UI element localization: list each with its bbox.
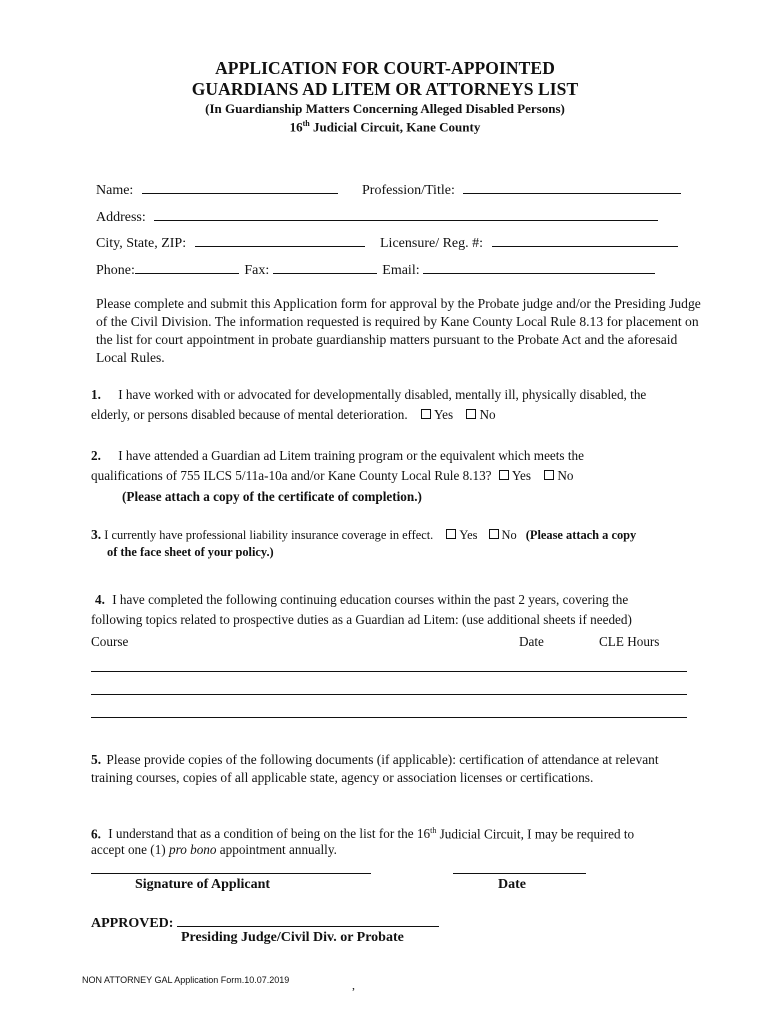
question-3-yes-label: Yes (459, 528, 478, 542)
phone-label: Phone: (96, 263, 135, 278)
question-2-no-checkbox[interactable] (544, 470, 554, 480)
circuit-text: Judicial Circuit, Kane County (309, 119, 481, 135)
profession-field[interactable] (463, 179, 681, 194)
column-date-header: Date (519, 634, 544, 649)
email-field[interactable] (423, 259, 655, 274)
question-2-yes-checkbox[interactable] (499, 470, 509, 480)
city-state-zip-field[interactable] (195, 232, 365, 247)
address-row (96, 206, 658, 226)
column-cle-hours-header: CLE Hours (599, 634, 660, 649)
question-6-text-b: Judicial Circuit, I may be required to (436, 826, 635, 842)
judge-label: Presiding Judge/Civil Div. or Probate (181, 930, 404, 945)
question-5-text: Please provide copies of the following documents (if applicable): certification of attendance at relevant training courses, copies of all applicable state, agency or association licenses or certifications. (91, 752, 659, 785)
question-2-no-label: No (557, 468, 574, 483)
circuit-sup: th (302, 119, 310, 128)
signature-label: Signature of Applicant (135, 877, 271, 892)
name-field[interactable] (142, 179, 338, 194)
question-1-line-1 (91, 385, 646, 405)
question-4-text-b: following topics related to prospective duties as a Guardian ad Litem: (use additional sheets if needed) (91, 612, 632, 627)
question-3-yes-checkbox[interactable] (446, 529, 456, 539)
phone-field[interactable] (135, 259, 239, 274)
course-entry-line-2[interactable] (91, 694, 687, 695)
course-entry-line-1[interactable] (91, 671, 687, 672)
question-5 (91, 751, 691, 787)
question-6-pro-bono: pro bono (168, 842, 217, 857)
circuit-line (0, 119, 770, 135)
question-3-note-b: of the face sheet of your policy.) (107, 545, 274, 559)
fax-label: Fax: (244, 263, 270, 278)
question-1-number: 1. (91, 387, 101, 402)
question-3-no-checkbox[interactable] (489, 529, 499, 539)
question-3-no-label: No (501, 528, 517, 542)
date-line[interactable] (453, 873, 586, 874)
form-id-footer: NON ATTORNEY GAL Application Form.10.07.2019 (82, 975, 290, 985)
question-2-number: 2. (91, 448, 101, 463)
question-6-line-2 (91, 840, 337, 860)
question-4-text-a: I have completed the following continuing education courses within the past 2 years, covering the (112, 592, 629, 607)
approval-signature-line[interactable] (177, 912, 439, 927)
circuit-number: 16 (289, 119, 303, 135)
approved-row (91, 912, 439, 932)
question-6-text-d: appointment annually. (216, 842, 337, 857)
intro-paragraph: Please complete and submit this Application form for approval by the Probate judge and/or the Presiding Judge of the Civil Division. The information requested is required by Kane County Local Rule 8.13 for placement on the list for court appointment in probate guardianship matters pursuant to the Probate Act and the aforesaid Local Rules. (96, 296, 701, 365)
question-1-text-a: I have worked with or advocated for developmentally disabled, mentally ill, physically disabled, the (118, 387, 647, 402)
form-title-line-2: GUARDIANS AD LITEM OR ATTORNEYS LIST (191, 79, 579, 99)
signature-line[interactable] (91, 873, 371, 874)
question-6-number: 6. (91, 826, 101, 842)
footer-mark: , (352, 978, 355, 992)
question-2-line-1 (91, 446, 584, 466)
form-title-line-1: APPLICATION FOR COURT-APPOINTED (215, 58, 555, 78)
contact-row (96, 259, 655, 279)
name-label: Name: (96, 183, 134, 198)
address-label: Address: (96, 210, 146, 225)
question-3-number: 3. (91, 527, 102, 542)
question-4-line-1 (95, 590, 628, 610)
profession-label: Profession/Title: (362, 183, 455, 198)
column-course-header: Course (91, 634, 129, 649)
question-2-line-2 (91, 466, 573, 486)
question-4-number: 4. (95, 592, 105, 607)
address-field[interactable] (154, 206, 658, 221)
license-row (380, 232, 678, 252)
question-1-yes-label: Yes (433, 407, 454, 422)
name-row (96, 179, 338, 199)
question-1-no-label: No (479, 407, 496, 422)
question-1-no-checkbox[interactable] (466, 409, 476, 419)
fax-field[interactable] (273, 259, 377, 274)
city-label: City, State, ZIP: (96, 236, 187, 251)
license-field[interactable] (492, 232, 678, 247)
question-2-yes-label: Yes (511, 468, 532, 483)
question-3-line-1 (91, 526, 636, 544)
question-1-text-b: elderly, or persons disabled because of mental deterioration. (91, 407, 408, 422)
profession-row (362, 179, 681, 199)
question-6-sup: th (430, 826, 437, 835)
question-3-note-a: (Please attach a copy (525, 528, 637, 542)
city-row (96, 232, 365, 252)
question-6-text-c: accept one (1) (91, 842, 169, 857)
question-5-number: 5. (91, 752, 102, 767)
approved-label: APPROVED: (91, 916, 174, 931)
question-2-text-b: qualifications of 755 ILCS 5/11a-10a and/or Kane County Local Rule 8.13? (91, 468, 492, 483)
question-1-yes-checkbox[interactable] (421, 409, 431, 419)
question-3-text: I currently have professional liability insurance coverage in effect. (104, 528, 434, 542)
question-2-text-a: I have attended a Guardian ad Litem training program or the equivalent which meets the (118, 448, 584, 463)
course-entry-line-3[interactable] (91, 717, 687, 718)
email-label: Email: (382, 263, 420, 278)
question-1-line-2 (91, 405, 496, 425)
form-subtitle: (In Guardianship Matters Concerning Alleged Disabled Persons) (205, 101, 565, 116)
question-2-note: (Please attach a copy of the certificate of completion.) (122, 489, 422, 504)
date-label: Date (498, 877, 526, 892)
license-label: Licensure/ Reg. #: (380, 236, 484, 251)
question-6-text-a: I understand that as a condition of being on the list for the 16 (108, 826, 431, 842)
